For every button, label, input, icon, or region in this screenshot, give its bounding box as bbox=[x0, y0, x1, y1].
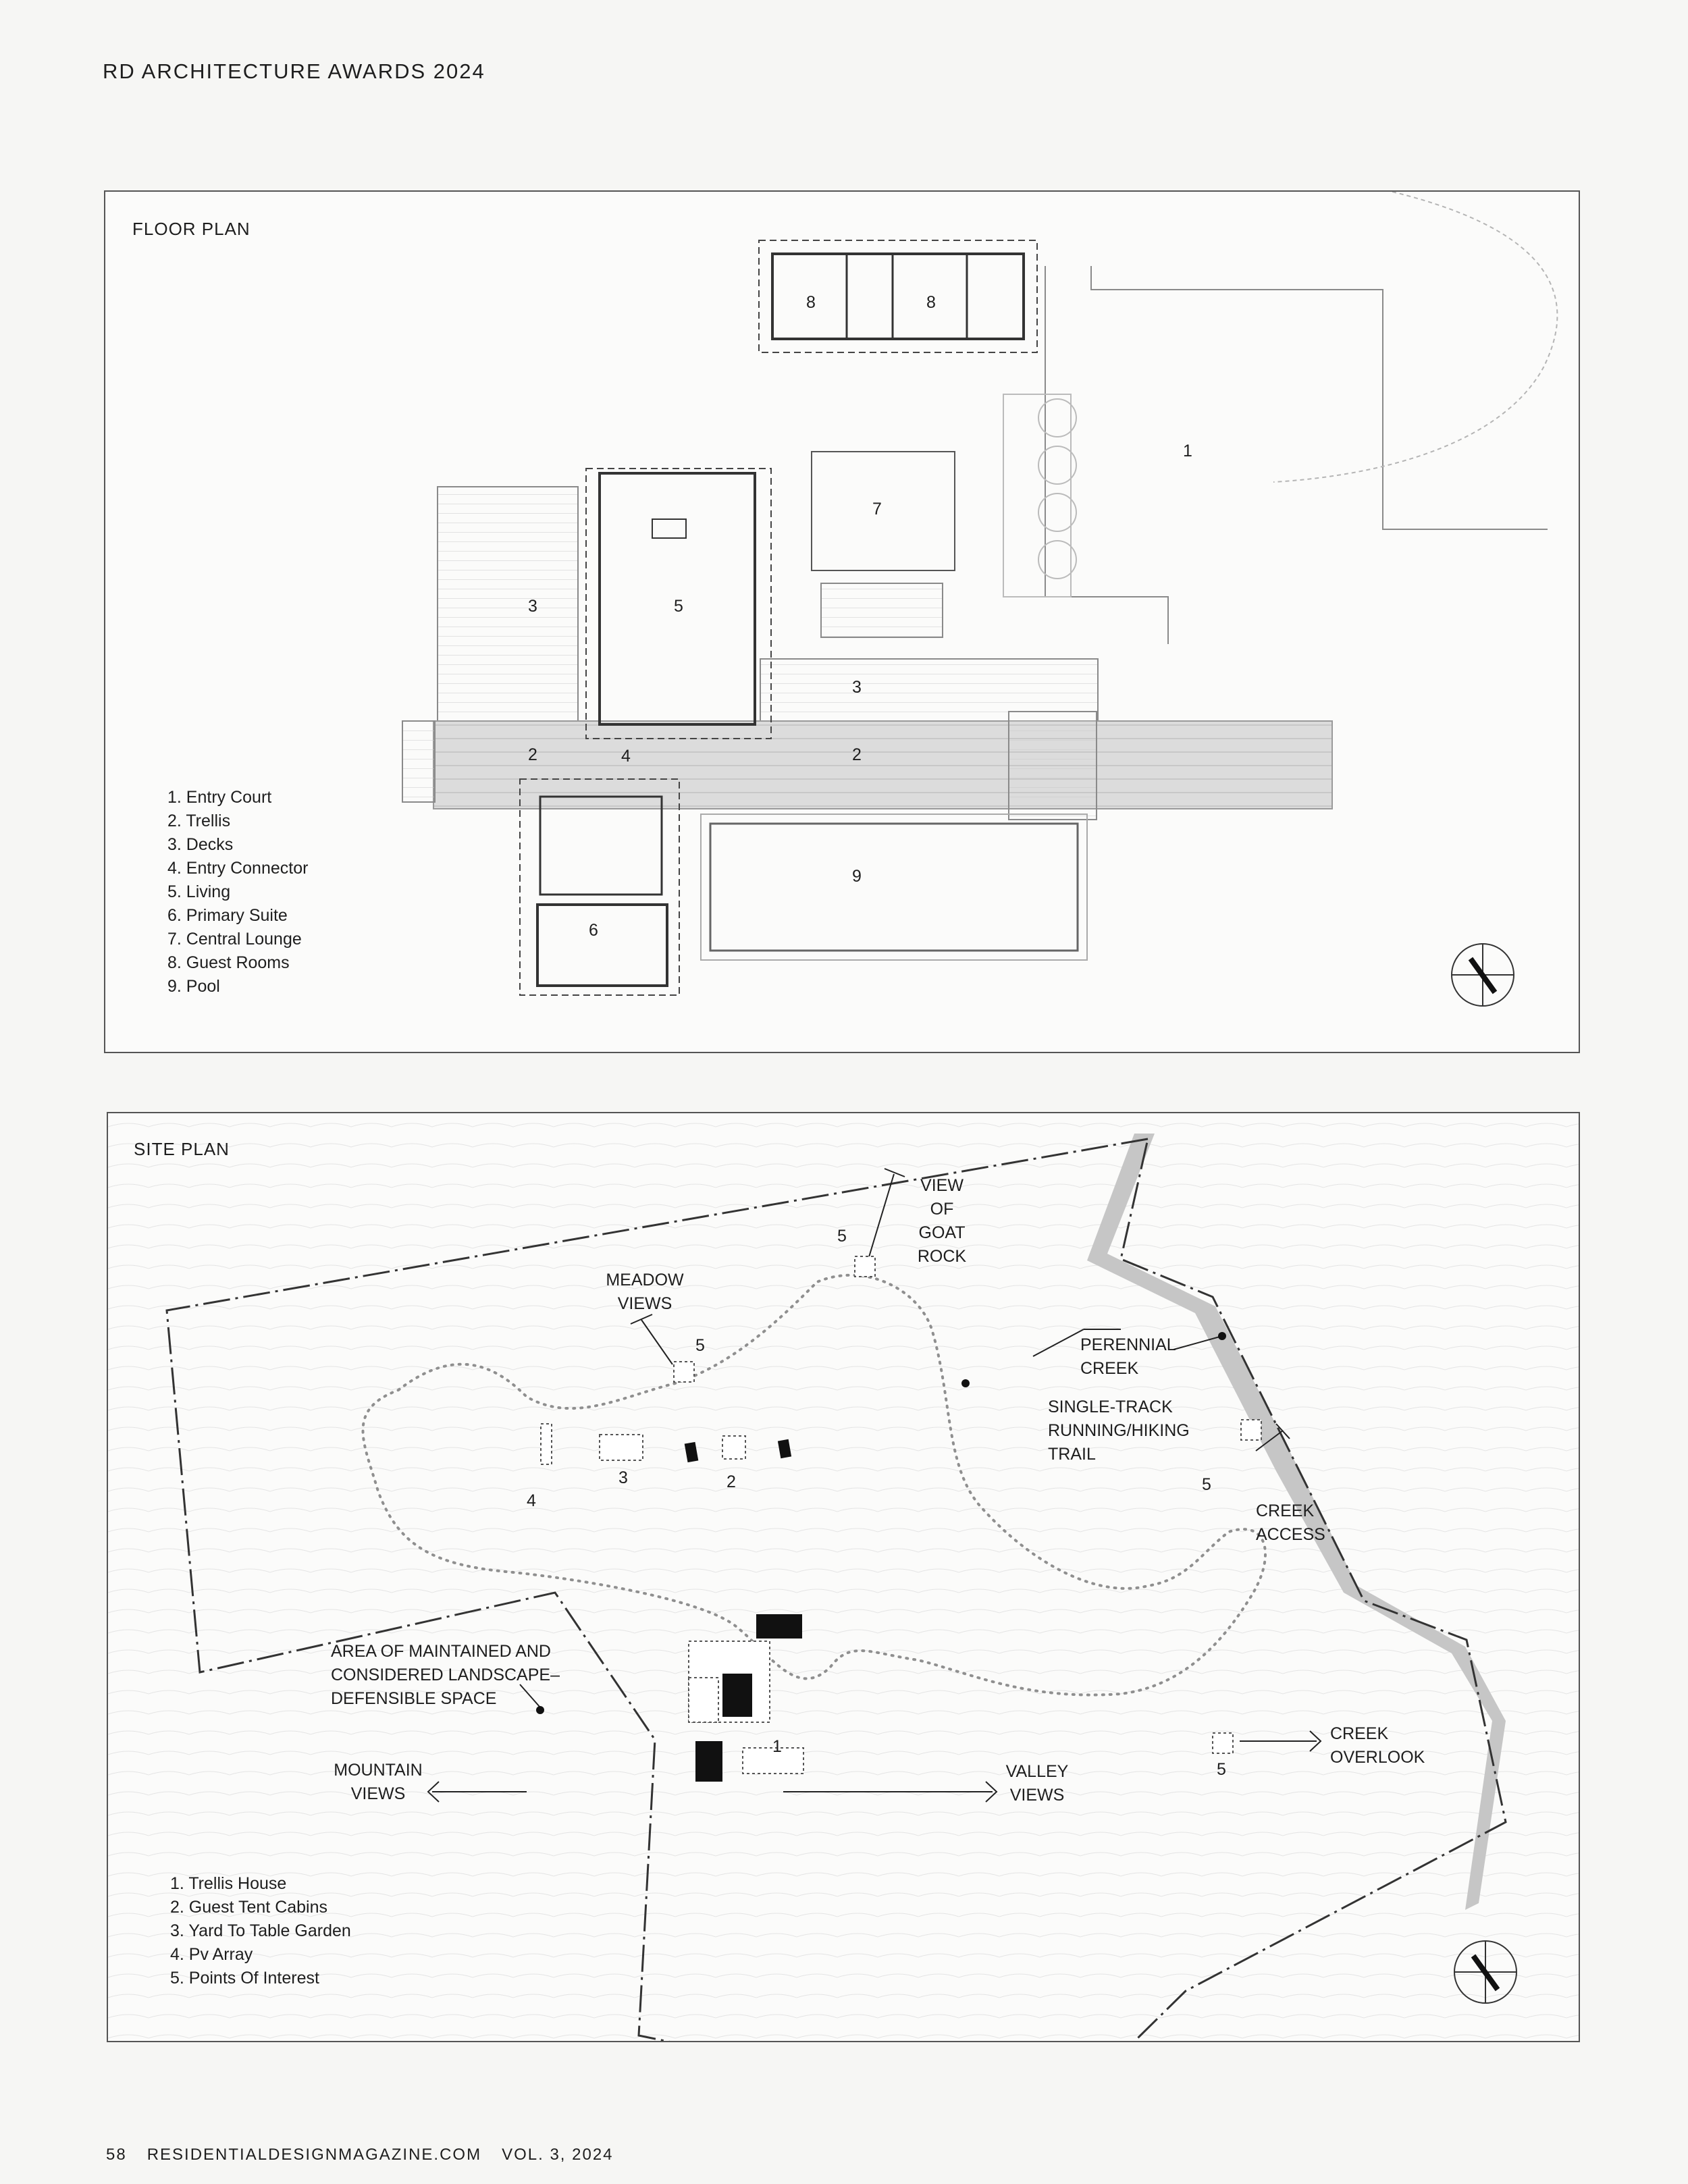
legend-item: 2. Guest Tent Cabins bbox=[170, 1898, 328, 1917]
footer-issue: VOL. 3, 2024 bbox=[502, 2146, 614, 2164]
legend-item: 1. Trellis House bbox=[170, 1874, 287, 1893]
poi-marker: 5 bbox=[837, 1227, 847, 1246]
room-number: 4 bbox=[621, 747, 631, 766]
legend-item: 3. Decks bbox=[167, 835, 234, 854]
room-number: 7 bbox=[872, 500, 882, 518]
legend-item: 4. Pv Array bbox=[170, 1945, 253, 1964]
poi-marker: 5 bbox=[1202, 1475, 1211, 1494]
garden-marker: 3 bbox=[618, 1468, 628, 1487]
page-number: 58 bbox=[106, 2146, 127, 2164]
maintained-area-callout: AREA OF MAINTAINED AND CONSIDERED LANDSCAPE– DEFENSIBLE SPACE bbox=[331, 1642, 560, 1708]
trail-callout: SINGLE-TRACK RUNNING/HIKING TRAIL bbox=[1048, 1397, 1190, 1464]
site-plan-title: SITE PLAN bbox=[134, 1139, 230, 1159]
legend-item: 5. Points Of Interest bbox=[170, 1969, 319, 1988]
room-number: 2 bbox=[528, 745, 537, 764]
site-plan-legend bbox=[170, 1872, 351, 1990]
goat-rock-callout: VIEW OF GOAT ROCK bbox=[917, 1176, 967, 1266]
legend-item: 2. Trellis bbox=[167, 811, 231, 830]
floor-plan-drawing bbox=[105, 192, 1579, 1052]
legend-item: 5. Living bbox=[167, 882, 231, 901]
floor-plan-panel bbox=[104, 190, 1580, 1053]
tent-cabins-marker: 2 bbox=[727, 1472, 736, 1491]
trellis-house-marker: 1 bbox=[772, 1737, 782, 1756]
site-compass-icon bbox=[1454, 1941, 1516, 2003]
room-number: 9 bbox=[852, 867, 862, 886]
room-number: 2 bbox=[852, 745, 862, 764]
mountain-views-callout: MOUNTAIN VIEWS bbox=[334, 1761, 423, 1803]
legend-item: 3. Yard To Table Garden bbox=[170, 1921, 351, 1940]
poi-marker: 5 bbox=[695, 1336, 705, 1355]
room-number: 6 bbox=[589, 921, 598, 940]
page-footer bbox=[106, 2146, 634, 2164]
meadow-views-callout: MEADOW VIEWS bbox=[606, 1271, 684, 1313]
room-number: 5 bbox=[674, 597, 683, 616]
room-number: 3 bbox=[852, 678, 862, 697]
room-number: 8 bbox=[926, 293, 936, 312]
valley-views-callout: VALLEY VIEWS bbox=[1005, 1762, 1069, 1805]
legend-item: 1. Entry Court bbox=[167, 788, 272, 807]
legend-item: 8. Guest Rooms bbox=[167, 953, 290, 972]
legend-item: 4. Entry Connector bbox=[167, 859, 309, 878]
room-number: 8 bbox=[806, 293, 816, 312]
creek-overlook-callout: CREEK OVERLOOK bbox=[1330, 1724, 1425, 1767]
legend-item: 9. Pool bbox=[167, 977, 220, 996]
site-plan-panel bbox=[107, 1112, 1580, 2042]
floor-plan-title: FLOOR PLAN bbox=[132, 219, 250, 239]
legend-item: 6. Primary Suite bbox=[167, 906, 288, 925]
room-number: 3 bbox=[528, 597, 537, 616]
poi-marker: 5 bbox=[1217, 1760, 1226, 1779]
room-number: 1 bbox=[1183, 442, 1192, 460]
footer-site: RESIDENTIALDESIGNMAGAZINE.COM bbox=[147, 2146, 482, 2164]
creek-access-callout: CREEK ACCESS bbox=[1256, 1501, 1325, 1544]
legend-item: 7. Central Lounge bbox=[167, 930, 302, 949]
perennial-creek-callout: PERENNIAL CREEK bbox=[1080, 1335, 1176, 1378]
floor-compass-icon bbox=[1452, 944, 1514, 1006]
pv-array-marker: 4 bbox=[527, 1491, 536, 1510]
floor-plan-legend bbox=[167, 786, 308, 998]
page-header: RD ARCHITECTURE AWARDS 2024 bbox=[103, 59, 485, 83]
